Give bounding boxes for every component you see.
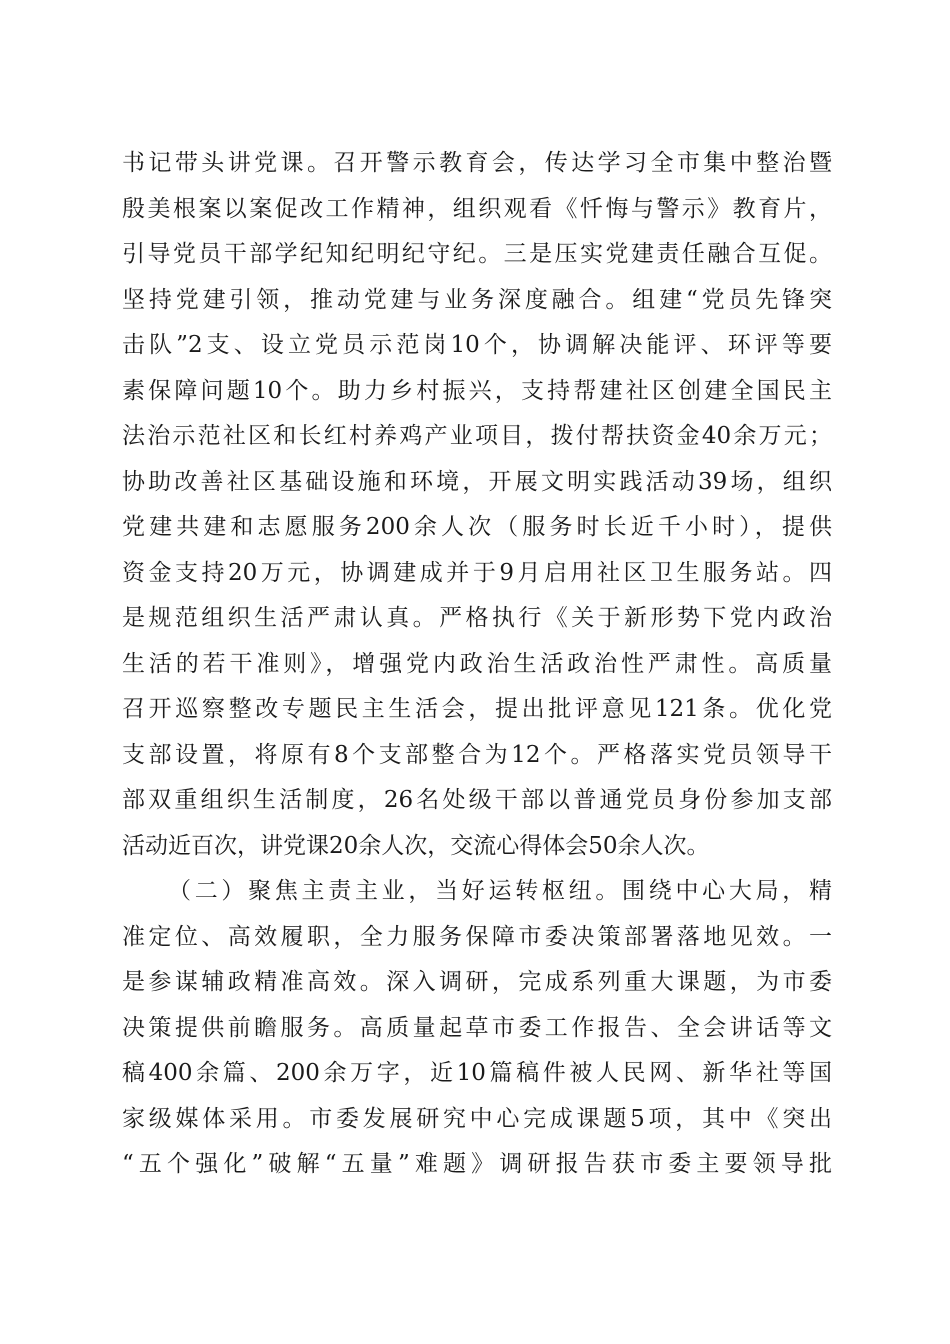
text-line: 书记带头讲党课。召开警示教育会，传达学习全市集中整治暨 bbox=[122, 150, 832, 176]
text-line: 召开巡察整改专题民主生活会，提出批评意见121条。优化党 bbox=[122, 696, 832, 722]
text-line: 支部设置，将原有8个支部整合为12个。严格落实党员领导干 bbox=[122, 741, 832, 768]
body-text bbox=[122, 141, 832, 1188]
text-line: 部双重组织生活制度，26名处级干部以普通党员身份参加支部 bbox=[122, 787, 832, 813]
text-line: 是规范组织生活严肃认真。严格执行《关于新形势下党内政治 bbox=[122, 605, 832, 631]
text-line: 法治示范社区和长红村养鸡产业项目，拨付帮扶资金40余万元； bbox=[122, 423, 832, 449]
text-line: 是参谋辅政精准高效。深入调研，完成系列重大课题，为市委 bbox=[122, 969, 832, 995]
text-line: 准定位、高效履职，全力服务保障市委决策部署落地见效。一 bbox=[122, 923, 832, 950]
text-line: 生活的若干准则》，增强党内政治生活政治性严肃性。高质量 bbox=[122, 650, 832, 677]
text-line: 稿400余篇、200余万字，近10篇稿件被人民网、新华社等国 bbox=[122, 1060, 832, 1086]
text-line: 击队”2支、设立党员示范岗10个，协调解决能评、环评等要 bbox=[122, 332, 832, 358]
text-line: 坚持党建引领，推动党建与业务深度融合。组建“党员先锋突 bbox=[122, 286, 832, 313]
text-line: “五个强化”破解“五量”难题》调研报告获市委主要领导批 bbox=[122, 1151, 832, 1177]
text-line: 资金支持20万元，协调建成并于9月启用社区卫生服务站。四 bbox=[122, 559, 832, 586]
text-line: 引导党员干部学纪知纪明纪守纪。三是压实党建责任融合互促。 bbox=[122, 241, 832, 267]
section-heading-line: （二）聚焦主责主业，当好运转枢纽。围绕中心大局，精 bbox=[168, 878, 832, 904]
text-line: 殷美根案以案促改工作精神，组织观看《忏悔与警示》教育片， bbox=[122, 195, 832, 222]
paragraph-end-line: 活动近百次，讲党课20余人次，交流心得体会50余人次。 bbox=[122, 832, 710, 859]
text-line: 协助改善社区基础设施和环境，开展文明实践活动39场，组织 bbox=[122, 468, 832, 495]
text-line: 素保障问题10个。助力乡村振兴，支持帮建社区创建全国民主 bbox=[122, 377, 832, 404]
text-line: 决策提供前瞻服务。高质量起草市委工作报告、全会讲话等文 bbox=[122, 1014, 832, 1041]
text-line: 党建共建和志愿服务200余人次（服务时长近千小时），提供 bbox=[122, 514, 832, 540]
text-line: 家级媒体采用。市委发展研究中心完成课题5项，其中《突出 bbox=[122, 1105, 832, 1132]
